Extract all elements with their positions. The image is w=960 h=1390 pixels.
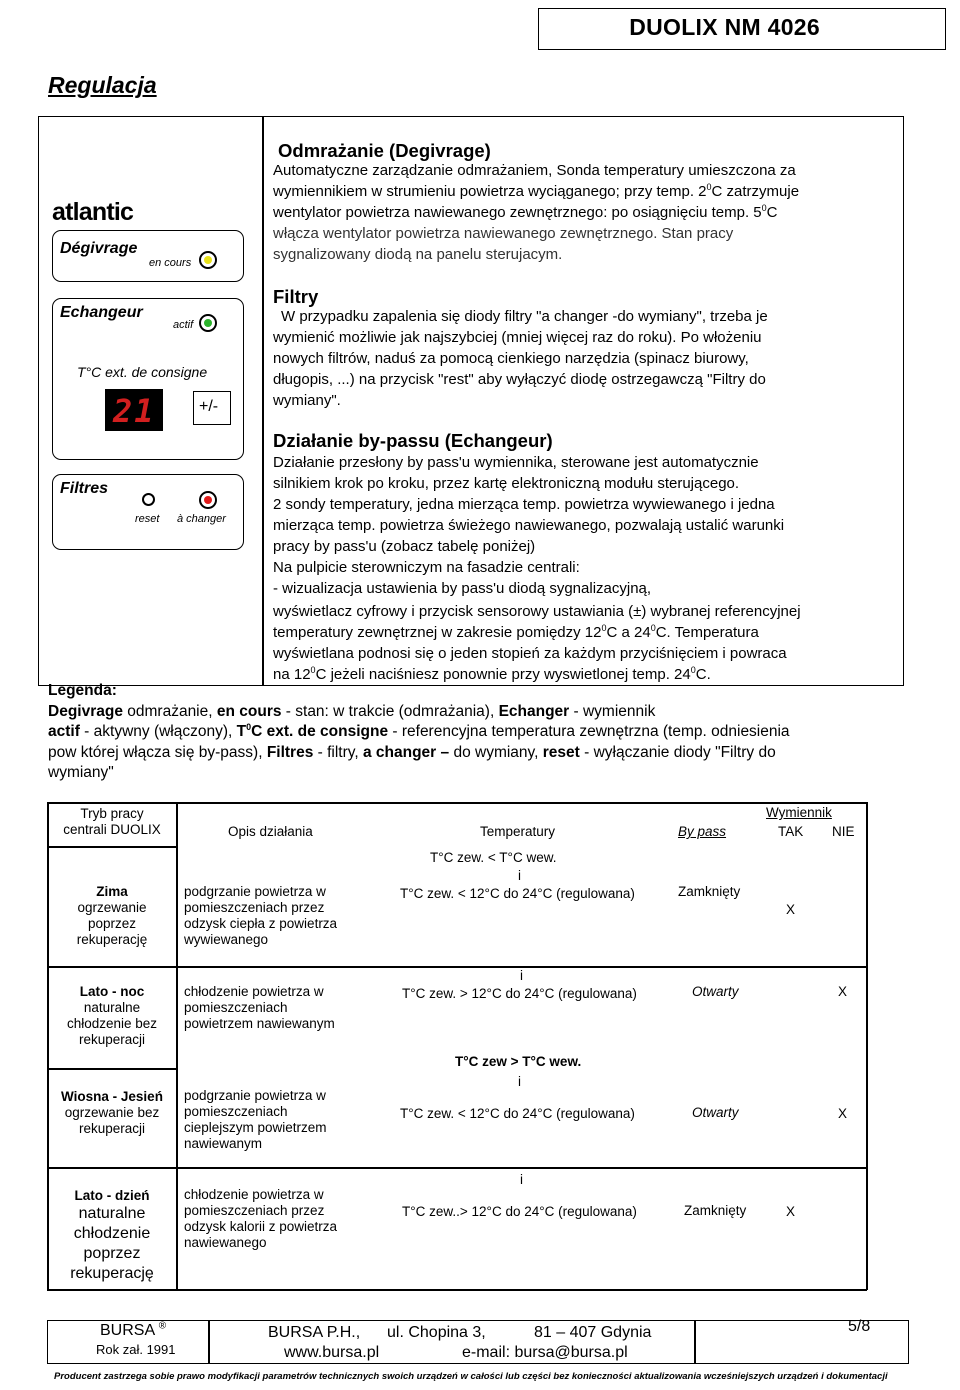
row-lato-noc-mark: X	[838, 984, 848, 999]
bypass-line: - wizualizacja ustawienia by pass'u diodą sygnalizacyjną,	[273, 580, 652, 597]
row-lato-noc-opis: chłodzenie powietrza w pomieszczeniach powietrzem nawiewanym	[184, 984, 335, 1031]
head-tak: TAK	[778, 824, 804, 839]
row-wiosna-bypass: Otwarty	[692, 1105, 739, 1120]
row-lato-noc-temp: T°C zew. > 12°C do 24°C (regulowana)	[402, 986, 637, 1001]
degivrage-label: Dégivrage	[60, 240, 138, 257]
footer-street: ul. Chopina 3,	[387, 1324, 486, 1341]
head-bypass: By pass	[678, 824, 727, 839]
footer-email[interactable]: e-mail: bursa@bursa.pl	[462, 1344, 628, 1361]
table-border	[47, 966, 867, 968]
reset-label: reset	[135, 513, 160, 525]
row-lato-noc-bypass: Otwarty	[692, 984, 739, 999]
row-lato-dzien-opis: chłodzenie powietrza w pomieszczeniach przez odzysk kalorii z powietrza nawiewanego	[184, 1187, 338, 1250]
footer-city: 81 – 407 Gdynia	[534, 1324, 652, 1341]
footer-founded: Rok zał. 1991	[96, 1342, 176, 1357]
footer-brand: BURSA ®	[100, 1320, 167, 1339]
footer-divider	[208, 1320, 210, 1364]
filtry-line: wymiany".	[273, 392, 341, 409]
row-lato-dzien-mark: X	[786, 1204, 796, 1219]
bypass-line: na $12^0C$ jeżeli naciśniesz ponownie przy wyswietlonej temp. $24^0C$.	[273, 665, 711, 683]
condition-top: T°C zew. < T°C wew.	[430, 850, 557, 865]
consigne-label: T°C ext. de consigne	[77, 364, 208, 380]
row-lato-dzien-bypass: Zamknięty	[684, 1203, 747, 1218]
row-wiosna-mode: Wiosna - Jesień ogrzewanie bez rekuperacji	[61, 1089, 163, 1136]
head-wymiennik: Wymiennik	[766, 805, 832, 820]
filtres-label: Filtres	[60, 480, 109, 497]
table-border	[866, 802, 868, 1290]
footer-disclaimer: Producent zastrzega sobie prawo modyfikacji parametrów technicznych swoich urządzeń w całości lub części bez konieczności aktualizowania wcześniejszych urządzeń i dokumentacji	[54, 1371, 888, 1382]
row-lato-noc-mode: Lato - noc naturalne chłodzenie bez rekuperacji	[66, 984, 158, 1047]
row-zima-mark: X	[786, 902, 796, 917]
table-border	[47, 802, 867, 804]
footer-divider	[694, 1320, 696, 1364]
bypass-heading: Działanie by-passu (Echangeur)	[273, 430, 553, 451]
condition-mid: T°C zew > T°C wew.	[455, 1054, 582, 1069]
a-changer-label: à changer	[177, 513, 226, 525]
bypass-line: wyświetlacz cyfrowy i przycisk sensorowy ustawiania (±) wybranej referencyjnej	[273, 603, 801, 620]
table-border	[47, 1289, 867, 1291]
bypass-line: mierząca temp. powietrza świeżego nawiewanego, pozwalają ustalić warunki	[273, 517, 785, 534]
bypass-line: Działanie przesłony by pass'u wymiennika, sterowane jest automatycznie	[273, 454, 759, 471]
bypass-line: pracy by pass'u (zobacz tabelę poniżej)	[273, 538, 536, 555]
bypass-line: silnikiem krok po kroku, przez kartę elektroniczną modułu sterującego.	[273, 475, 740, 492]
legend-line: pow której włącza się by-pass), Filtres - filtry, a changer – do wymiany, reset - wyłączanie diody "Filtry do	[48, 743, 776, 761]
table-border	[47, 846, 177, 848]
filtry-line: W przypadku zapalenia się diody filtry "a changer -do wymiany", trzeba je	[281, 308, 768, 325]
bypass-line: temperatury zewnętrznej w zakresie pomiędzy $12^0C$ a $24^0C$. Temperatura	[273, 623, 759, 641]
table-border	[176, 802, 178, 1290]
legend-title: Legenda:	[48, 682, 117, 699]
head-nie: NIE	[832, 824, 855, 839]
row-zima-bypass: Zamknięty	[678, 884, 741, 899]
odmrazanie-line: wymiennikiem w strumieniu powietrza wyciąganego; przy temp. $2^0C$ zatrzymuje	[273, 182, 800, 200]
table-border	[47, 1167, 867, 1169]
row-zima-mode: Zima ogrzewanie poprzez rekuperację	[76, 884, 148, 947]
row-lato-dzien-mode: Lato - dzień naturalne chłodzenie poprzez rekuperację	[70, 1188, 154, 1282]
section-title: Regulacja	[48, 72, 157, 98]
plusminus-label: +/-	[199, 398, 219, 415]
row-wiosna-mark: X	[838, 1106, 848, 1121]
row-wiosna-temp: T°C zew. < 12°C do 24°C (regulowana)	[400, 1106, 635, 1121]
odmrazanie-line: Automatyczne zarządzanie odmrażaniem, Sonda temperatury umieszczona za	[273, 162, 796, 179]
row-wiosna-i: i	[518, 1074, 521, 1089]
table-border	[47, 1068, 177, 1070]
row-lato-dzien-temp: T°C zew..> 12°C do 24°C (regulowana)	[402, 1204, 637, 1219]
footer-company: BURSA P.H.,	[268, 1324, 361, 1341]
display-digits: 21	[113, 392, 156, 430]
bypass-line: Na pulpicie sterowniczym na fasadzie centrali:	[273, 559, 580, 576]
filtry-line: nowych filtrów, naduś za pomocą cienkiego narzędzia (spinacz biurowy,	[273, 350, 749, 367]
page-number: 5/8	[848, 1318, 871, 1335]
head-temperatury: Temperatury	[480, 824, 556, 839]
footer-www[interactable]: www.bursa.pl	[284, 1344, 380, 1361]
brand-logo: atlantic	[52, 198, 134, 226]
head-tryb: Tryb pracy centrali DUOLIX	[63, 806, 161, 837]
odmrazanie-line: włącza wentylator powietrza nawiewanego zewnętrznego. Stan pracy	[273, 225, 734, 242]
head-opis: Opis działania	[228, 824, 313, 839]
doc-title: DUOLIX NM 4026	[629, 14, 820, 40]
en-cours-label: en cours	[149, 257, 192, 269]
bypass-line: wyświetlana podnosi się o jeden stopień za każdym przyciśnięciem i powraca	[273, 645, 787, 662]
row-lato-dzien-i: i	[520, 1172, 523, 1187]
odmrazanie-heading: Odmrażanie (Degivrage)	[278, 140, 491, 161]
legend-line: Degivrage odmrażanie, en cours - stan: w trakcie (odmrażania), Echanger - wymiennik	[48, 702, 656, 720]
row-zima-i: i	[518, 868, 521, 883]
row-zima-temp: T°C zew. < 12°C do 24°C (regulowana)	[400, 886, 635, 901]
filtry-line: wymienić możliwie jak najszybciej (mniej więcej raz do roku). Po włożeniu	[273, 329, 762, 346]
row-lato-noc-i: i	[520, 968, 523, 983]
bypass-line: 2 sondy temperatury, jedna mierząca temp. powietrza wywiewanego i jedna	[273, 496, 775, 513]
legend-line: actif - aktywny (włączony), $T^0C$ ext. de consigne - referencyjna temperatura zewnętrzna (temp. odniesienia	[48, 721, 790, 740]
row-wiosna-opis: podgrzanie powietrza w pomieszczeniach cieplejszym powietrzem nawiewanym	[184, 1088, 327, 1151]
row-zima-opis: podgrzanie powietrza w pomieszczeniach przez odzysk ciepła z powietrza wywiewanego	[184, 884, 338, 947]
echangeur-label: Echangeur	[60, 304, 143, 321]
odmrazanie-line: wentylator powietrza nawiewanego zewnętrznego: po osiągnięciu temp. $5^0C$	[273, 203, 778, 221]
filtry-line: długopis, ...) na przycisk "rest" aby wyłączyć diodę ostrzegawczą "Filtry do	[273, 371, 766, 388]
filtry-heading: Filtry	[273, 286, 319, 307]
odmrazanie-line: sygnalizowany diodą na panelu sterujacym.	[273, 246, 563, 263]
legend-line: wymiany"	[48, 764, 114, 781]
actif-label: actif	[173, 319, 194, 331]
